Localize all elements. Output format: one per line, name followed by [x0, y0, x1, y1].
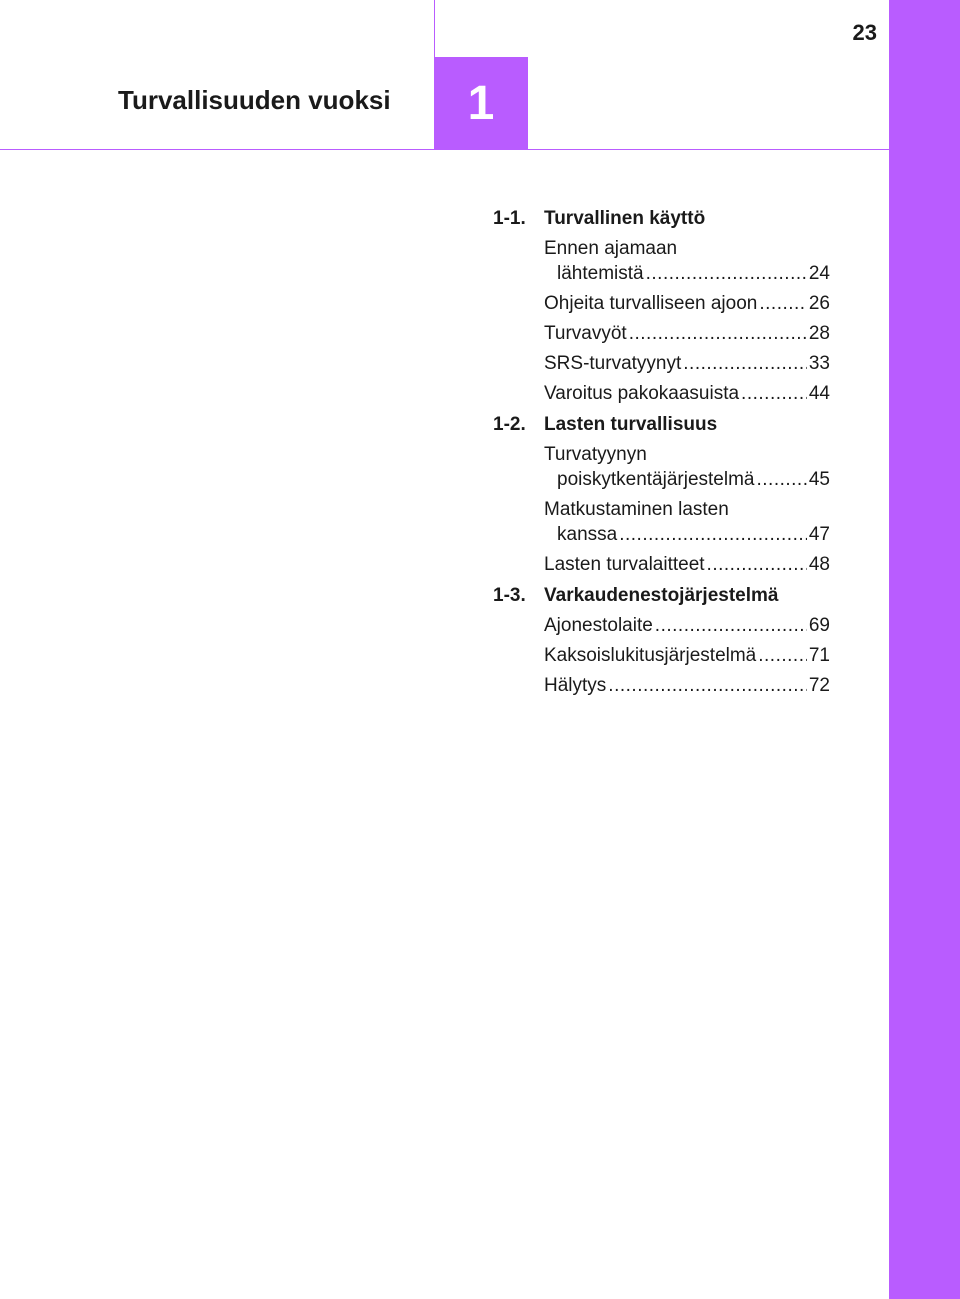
entry-label: Kaksoislukitusjärjestelmä	[544, 645, 757, 666]
toc-section[interactable]	[493, 412, 833, 437]
toc-entry[interactable]	[544, 351, 830, 376]
table-of-contents	[493, 206, 833, 698]
section-title: Lasten turvallisuus	[544, 414, 718, 435]
section-number: 1-3.	[493, 585, 526, 606]
entry-label: Matkustaminen lasten	[544, 499, 729, 520]
entry-page: 45	[808, 469, 830, 490]
dot-leader	[756, 467, 806, 492]
toc-entry[interactable]	[544, 442, 830, 492]
dot-leader	[707, 552, 807, 577]
toc-section[interactable]	[493, 206, 833, 231]
dot-leader	[646, 261, 807, 286]
toc-entry[interactable]	[544, 236, 830, 286]
section-title: Varkaudenestojärjestelmä	[544, 585, 779, 606]
chapter-number: 1	[467, 77, 495, 130]
dot-leader	[759, 291, 807, 316]
entry-page: 28	[808, 323, 830, 344]
entry-label: Turvatyynyn	[544, 444, 647, 465]
section-number: 1-2.	[493, 414, 526, 435]
toc-entry[interactable]	[544, 291, 830, 316]
dot-leader	[758, 643, 807, 668]
section-title: Turvallinen käyttö	[544, 208, 706, 229]
toc-entry[interactable]	[544, 552, 830, 577]
toc-section[interactable]	[493, 583, 833, 608]
header-divider-vertical	[434, 0, 435, 57]
toc-entry[interactable]	[544, 497, 830, 547]
section-number: 1-1.	[493, 208, 526, 229]
entry-page: 33	[808, 353, 830, 374]
entry-label: Ohjeita turvalliseen ajoon	[544, 293, 758, 314]
entry-label: Ennen ajamaan	[544, 238, 678, 259]
entry-page: 72	[808, 675, 830, 696]
entry-page: 26	[808, 293, 830, 314]
entry-page: 44	[808, 383, 830, 404]
entry-label-continued: lähtemistä	[557, 263, 644, 284]
dot-leader	[629, 321, 807, 346]
entry-label: Varoitus pakokaasuista	[544, 383, 740, 404]
entry-label: Lasten turvalaitteet	[544, 554, 705, 575]
toc-entry[interactable]	[544, 381, 830, 406]
page-number: 23	[852, 20, 877, 45]
entry-label-continued: kanssa	[557, 524, 618, 545]
toc-entry[interactable]	[544, 321, 830, 346]
dot-leader	[683, 351, 807, 376]
entry-page: 69	[808, 615, 830, 636]
toc-entry[interactable]	[544, 613, 830, 638]
entry-page: 47	[808, 524, 830, 545]
dot-leader	[608, 673, 807, 698]
entry-page: 24	[808, 263, 830, 284]
entry-page: 71	[808, 645, 830, 666]
dot-leader	[619, 522, 807, 547]
entry-label: Turvavyöt	[544, 323, 627, 344]
dot-leader	[741, 381, 807, 406]
chapter-side-tab	[889, 0, 960, 1299]
chapter-number-box	[434, 57, 528, 150]
entry-label: Hälytys	[544, 675, 607, 696]
chapter-title: Turvallisuuden vuoksi	[118, 85, 391, 115]
entry-label-continued: poiskytkentäjärjestelmä	[557, 469, 755, 490]
entry-page: 48	[808, 554, 830, 575]
dot-leader	[655, 613, 807, 638]
entry-label: SRS-turvatyynyt	[544, 353, 682, 374]
toc-entry[interactable]	[544, 673, 830, 698]
entry-label: Ajonestolaite	[544, 615, 653, 636]
toc-entry[interactable]	[544, 643, 830, 668]
